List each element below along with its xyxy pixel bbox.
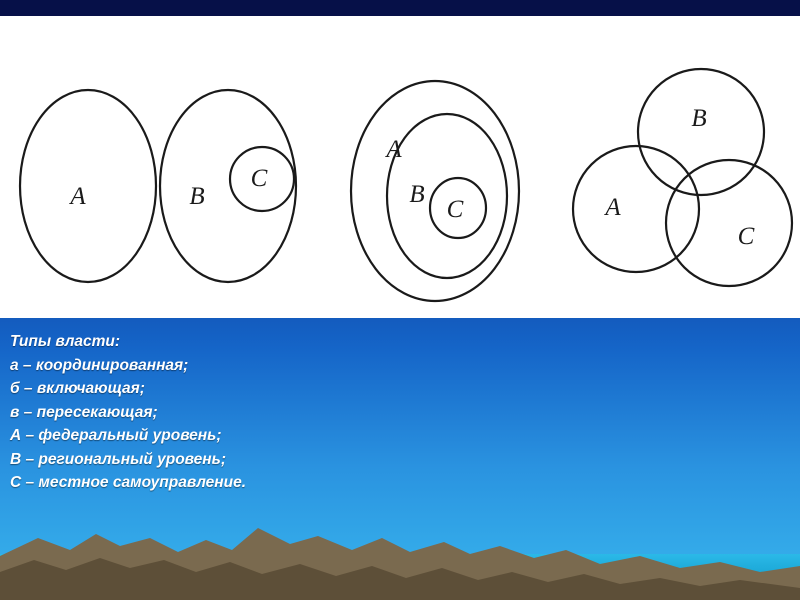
label-b-inclusive: В — [409, 181, 425, 208]
circle-a-intersecting — [573, 146, 699, 272]
caption-line-3: в – пересекающая; — [10, 403, 158, 421]
caption-block — [10, 330, 570, 495]
label-a-coordinated: А — [70, 183, 86, 210]
diagram-inclusive — [351, 81, 519, 301]
label-a-intersecting: А — [605, 194, 621, 221]
circle-b-coordinated — [160, 90, 296, 282]
label-c-coordinated: С — [250, 165, 268, 192]
caption-line-4: А – федеральный уровень; — [10, 427, 222, 444]
circle-b-intersecting — [638, 69, 764, 195]
caption-line-0: Типы власти: — [10, 333, 121, 350]
mountain-silhouette — [0, 480, 800, 600]
diagram-panel — [0, 16, 800, 318]
caption-line-2: б – включающая; — [10, 380, 145, 397]
diagram-intersecting — [573, 69, 792, 286]
label-b-intersecting: В — [691, 105, 707, 132]
circle-c-intersecting — [666, 160, 792, 286]
label-a-inclusive: А — [386, 136, 402, 163]
top-band — [0, 0, 800, 16]
caption-line-5: В – региональный уровень; — [10, 450, 226, 468]
circle-a-coordinated — [20, 90, 156, 282]
label-c-intersecting: С — [737, 223, 755, 250]
label-b-coordinated: В — [189, 183, 205, 210]
caption-line-1: а – координированная; — [10, 356, 189, 374]
venn-diagrams-svg — [0, 16, 800, 318]
label-c-inclusive: С — [446, 196, 464, 223]
caption-line-6: С – местное самоуправление. — [10, 474, 247, 491]
